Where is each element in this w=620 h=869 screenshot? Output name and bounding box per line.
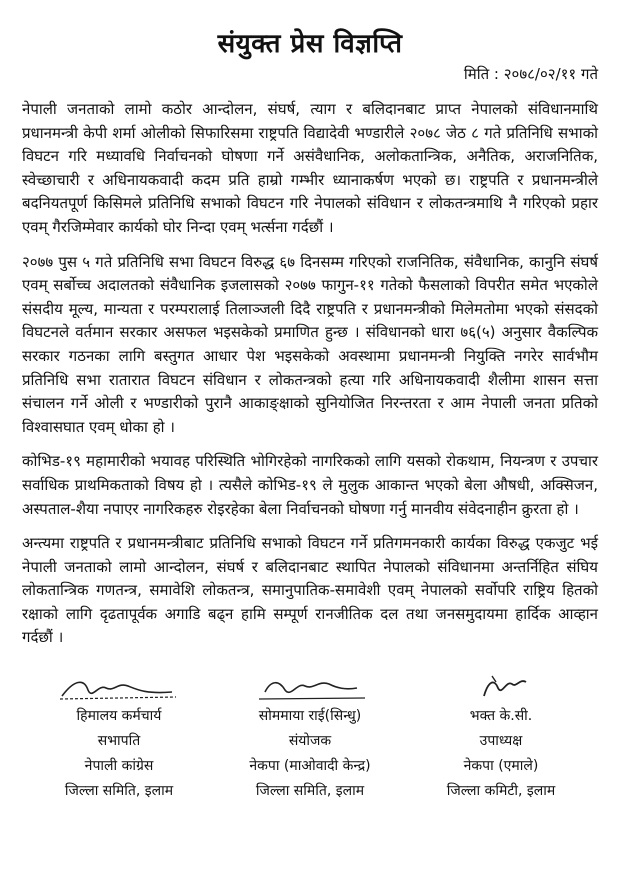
paragraph-1: नेपाली जनताको लामो कठोर आन्दोलन, संघर्ष, त्याग र बलिदानबाट प्राप्त नेपालको संविधानमाथि प्रधानमन्त्री केपी शर्मा ओलीको सिफारिसमा राष्ट्रपति विद्यादेवी भण्डारीले २०७८ जेठ ८ गते प्रतिनिधि सभाको विघटन गरि मध्यावधि निर्वाचनको घोषणा गर्ने असंवैधानिक, अलोकतान्त्रिक, अनैतिक, अराजनितिक, स्वेच्छाचारी र अधिनायकवादी कदम प्रति हाम्रो गम्भीर ध्यानाकर्षण भएको छ। राष्ट्रपति र प्रधानमन्त्रीले बदनियतपूर्ण किसिमले प्रतिनिधि सभाको विघटन गरि नेपालको संविधान र लोकतन्त्रमाथि नै गरिएको प्रहार एवम् गैरजिम्मेवार कार्यको घोर निन्दा एवम् भर्त्सना गर्दछौं । bbox=[22, 100, 598, 236]
signatory-2-party: नेकपा (माओवादी केन्द्र) bbox=[249, 758, 371, 775]
signatory-2-name: सोममाया राई(सिन्धु) bbox=[258, 708, 362, 725]
signatory-3-role: उपाध्यक्ष bbox=[479, 733, 523, 750]
paragraph-2: २०७७ पुस ५ गते प्रतिनिधि सभा विघटन विरुद्ध ६७ दिनसम्म गरिएको राजनितिक, संवैधानिक, कानुनि संघर्ष एवम् सर्बोच्च अदालतको संवैधानिक इजलासको २०७७ फागुन-११ गतेको फैसलाको विपरीत समेत भएकोले संसदीय मूल्य, मान्यता र परम्परालाई तिलाञ्जली दिदै राष्ट्रपति र प्रधानमन्त्रीको मिलेमतोमा भएको संसदको विघटनले वर्तमान सरकार असफल भइसकेको प्रमाणित हुन्छ । संविधानको धारा ७६(५) अनुसार वैकल्पिक सरकार गठनका लागि बस्तुगत आधार पेश भइसकेको अवस्थामा प्रधानमन्त्री नियुक्ति नगरेर सार्वभौम प्रतिनिधि सभा रातारात विघटन संविधान र लोकतन्त्रको हत्या गरि अधिनायकवादी शैलीमा शासन सत्ता संचालन गर्ने ओली र भण्डारीको पुरानै आकाङ्क्षाको सुनियोजित निरन्तरता र आम नेपाली जनता प्रतिको विश्वासघात एवम् धोका हो । bbox=[22, 252, 598, 436]
signature-block bbox=[22, 670, 598, 804]
signatory-3 bbox=[416, 670, 586, 804]
signature-2-image bbox=[245, 670, 375, 704]
signatory-1 bbox=[34, 670, 204, 804]
signature-3-image bbox=[436, 670, 566, 704]
signatory-1-committee: जिल्ला समिति, इलाम bbox=[64, 783, 174, 800]
signatory-2-committee: जिल्ला समिति, इलाम bbox=[255, 783, 365, 800]
signatory-2 bbox=[225, 670, 395, 804]
paragraph-4: अन्त्यमा राष्ट्रपति र प्रधानमन्त्रीबाट प्रतिनिधि सभाको विघटन गर्ने प्रतिगमनकारी कार्यका विरुद्ध एकजुट भई नेपाली जनताको लामो आन्दोलन, संघर्ष र बलिदानबाट स्थापित नेपालको संविधानमा अन्तर्निहित संघिय लोकतान्त्रिक गणतन्त्र, समावेशि लोकतन्त्र, समानुपातिक-समावेशी एवम् नेपालको सर्वोपरि राष्ट्रिय हितको रक्षाको लागि दृढतापूर्वक अगाडि बढ्न हामि सम्पूर्ण रानजीतिक दल तथा जनसमुदायमा हार्दिक आव्हान गर्दछौं । bbox=[22, 534, 598, 647]
signatory-1-role: सभापति bbox=[97, 733, 141, 750]
document-date: मिति : २०७८/०२/११ गते bbox=[463, 65, 598, 83]
signatory-3-committee: जिल्ला कमिटी, इलाम bbox=[446, 783, 556, 800]
signatory-2-role: संयोजक bbox=[288, 733, 332, 750]
signatory-3-party: नेकपा (एमाले) bbox=[463, 758, 539, 775]
signatory-1-name: हिमालय कर्मचार्य bbox=[76, 708, 162, 725]
signatory-1-party: नेपाली कांग्रेस bbox=[84, 758, 154, 775]
paragraph-3: कोभिड-१९ महामारीको भयावह परिस्थिति भोगिरहेको नागरिकको लागि यसको रोकथाम, नियन्त्रण र उपचार सर्वाधिक प्राथमिकताको विषय हो । त्यसैले कोभिड-१९ ले मुलुक आकान्त भएको बेला औषधी, अक्सिजन, अस्पताल-शैया नपाएर नागरिकहरु रोइरहेका बेला निर्वाचनको घोषणा गर्नु मानवीय संवेदनाहीन क्रुरता हो । bbox=[22, 452, 598, 518]
signatory-3-name: भक्त के.सी. bbox=[469, 708, 533, 725]
document-title: संयुक्त प्रेस विज्ञप्ति bbox=[217, 29, 403, 59]
signature-1-image bbox=[54, 670, 184, 704]
